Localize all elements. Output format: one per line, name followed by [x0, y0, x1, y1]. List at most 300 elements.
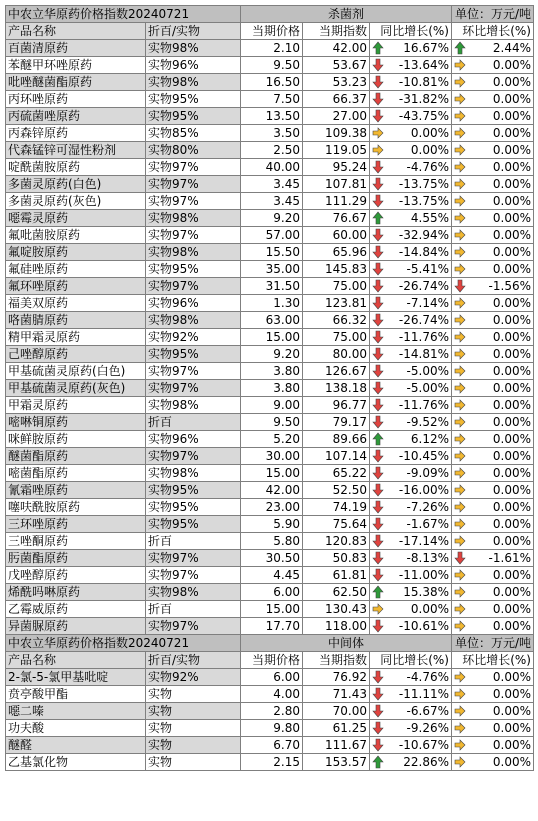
yoy-growth — [370, 278, 452, 295]
table-row — [6, 329, 534, 346]
product-name: 氟吡菌胺原药 — [6, 227, 146, 244]
yoy-growth — [370, 533, 452, 550]
mom-growth — [452, 329, 534, 346]
basis: 实物97% — [146, 176, 241, 193]
table-row — [6, 516, 534, 533]
product-name: 甲基硫菌灵原药(灰色) — [6, 380, 146, 397]
current-price: 40.00 — [241, 159, 303, 176]
arrow-right-icon — [454, 160, 466, 174]
product-name: 噻呋酰胺原药 — [6, 499, 146, 516]
mom-value: 0.00% — [492, 568, 531, 582]
current-index: 118.00 — [303, 618, 370, 635]
product-name: 嘧菌酯原药 — [6, 465, 146, 482]
basis: 实物95% — [146, 108, 241, 125]
mom-growth — [452, 737, 534, 754]
arrow-down-icon — [372, 160, 384, 174]
product-name: 咪鲜胺原药 — [6, 431, 146, 448]
yoy-value: -10.67% — [398, 738, 449, 752]
table-row — [6, 227, 534, 244]
column-header: 当期指数 — [303, 652, 370, 669]
basis: 实物80% — [146, 142, 241, 159]
current-price: 35.00 — [241, 261, 303, 278]
arrow-right-icon — [454, 466, 466, 480]
current-index: 109.38 — [303, 125, 370, 142]
current-index: 107.14 — [303, 448, 370, 465]
mom-growth — [452, 125, 534, 142]
product-name: 精甲霜灵原药 — [6, 329, 146, 346]
mom-growth — [452, 431, 534, 448]
current-price: 9.50 — [241, 414, 303, 431]
yoy-value: 0.00% — [410, 126, 449, 140]
yoy-value: -4.76% — [406, 670, 449, 684]
arrow-down-icon — [372, 177, 384, 191]
arrow-right-icon — [454, 602, 466, 616]
basis: 实物92% — [146, 329, 241, 346]
arrow-up-icon — [372, 755, 384, 769]
table-row — [6, 312, 534, 329]
mom-growth — [452, 550, 534, 567]
basis: 实物98% — [146, 465, 241, 482]
yoy-value: 0.00% — [410, 602, 449, 616]
yoy-value: -10.81% — [398, 75, 449, 89]
yoy-growth — [370, 329, 452, 346]
yoy-value: -9.52% — [406, 415, 449, 429]
current-index: 65.96 — [303, 244, 370, 261]
current-index: 80.00 — [303, 346, 370, 363]
basis: 实物97% — [146, 550, 241, 567]
arrow-down-icon — [372, 381, 384, 395]
mom-value: 0.00% — [492, 126, 531, 140]
arrow-down-icon — [372, 245, 384, 259]
arrow-right-icon — [372, 602, 384, 616]
arrow-down-icon — [372, 92, 384, 106]
current-index: 138.18 — [303, 380, 370, 397]
yoy-value: -5.00% — [406, 364, 449, 378]
basis: 实物85% — [146, 125, 241, 142]
column-header: 折百/实物 — [146, 652, 241, 669]
yoy-growth — [370, 720, 452, 737]
product-name: 肟菌酯原药 — [6, 550, 146, 567]
current-price: 5.20 — [241, 431, 303, 448]
product-name: 代森锰锌可湿性粉剂 — [6, 142, 146, 159]
arrow-right-icon — [454, 704, 466, 718]
basis: 实物 — [146, 754, 241, 771]
current-price: 9.50 — [241, 57, 303, 74]
current-index: 89.66 — [303, 431, 370, 448]
product-name: 丙环唑原药 — [6, 91, 146, 108]
yoy-value: -5.00% — [406, 381, 449, 395]
product-name: 福美双原药 — [6, 295, 146, 312]
current-price: 2.80 — [241, 703, 303, 720]
current-index: 27.00 — [303, 108, 370, 125]
basis: 实物 — [146, 686, 241, 703]
mom-growth — [452, 686, 534, 703]
yoy-growth — [370, 40, 452, 57]
arrow-right-icon — [454, 364, 466, 378]
product-name: 啶酰菌胺原药 — [6, 159, 146, 176]
table-row — [6, 57, 534, 74]
mom-growth — [452, 91, 534, 108]
table-row — [6, 176, 534, 193]
mom-growth — [452, 227, 534, 244]
mom-value: 0.00% — [492, 585, 531, 599]
yoy-value: 4.55% — [410, 211, 449, 225]
current-index: 145.83 — [303, 261, 370, 278]
yoy-growth — [370, 244, 452, 261]
mom-value: 0.00% — [492, 194, 531, 208]
arrow-right-icon — [454, 211, 466, 225]
yoy-growth — [370, 686, 452, 703]
arrow-right-icon — [454, 721, 466, 735]
product-name: 多菌灵原药(白色) — [6, 176, 146, 193]
arrow-right-icon — [454, 143, 466, 157]
column-header: 同比增长(%) — [370, 652, 452, 669]
mom-value: 0.00% — [492, 500, 531, 514]
yoy-growth — [370, 516, 452, 533]
mom-growth — [452, 210, 534, 227]
product-name: 咯菌腈原药 — [6, 312, 146, 329]
arrow-right-icon — [454, 228, 466, 242]
current-index: 66.32 — [303, 312, 370, 329]
arrow-down-icon — [372, 109, 384, 123]
mom-growth — [452, 703, 534, 720]
arrow-right-icon — [454, 432, 466, 446]
yoy-growth — [370, 754, 452, 771]
table-row — [6, 193, 534, 210]
current-price: 9.20 — [241, 346, 303, 363]
current-price: 31.50 — [241, 278, 303, 295]
yoy-value: -14.81% — [398, 347, 449, 361]
current-index: 76.92 — [303, 669, 370, 686]
basis: 实物97% — [146, 159, 241, 176]
yoy-value: -11.11% — [398, 687, 449, 701]
current-price: 3.45 — [241, 176, 303, 193]
yoy-value: -26.74% — [398, 313, 449, 327]
table-row — [6, 74, 534, 91]
mom-value: 0.00% — [492, 92, 531, 106]
yoy-growth — [370, 601, 452, 618]
yoy-growth — [370, 397, 452, 414]
arrow-right-icon — [454, 585, 466, 599]
current-index: 70.00 — [303, 703, 370, 720]
yoy-value: -9.26% — [406, 721, 449, 735]
basis: 实物97% — [146, 380, 241, 397]
product-name: 噁霉灵原药 — [6, 210, 146, 227]
mom-value: 0.00% — [492, 602, 531, 616]
product-name: 百菌清原药 — [6, 40, 146, 57]
current-index: 75.00 — [303, 329, 370, 346]
current-index: 95.24 — [303, 159, 370, 176]
yoy-growth — [370, 91, 452, 108]
yoy-value: -32.94% — [398, 228, 449, 242]
yoy-growth — [370, 346, 452, 363]
yoy-growth — [370, 584, 452, 601]
yoy-growth — [370, 448, 452, 465]
table-row — [6, 159, 534, 176]
section-category: 中间体 — [241, 635, 452, 652]
arrow-right-icon — [454, 109, 466, 123]
current-price: 30.00 — [241, 448, 303, 465]
basis: 实物95% — [146, 499, 241, 516]
current-price: 15.00 — [241, 329, 303, 346]
section-category: 杀菌剂 — [241, 6, 452, 23]
unit-label: 单位：万元/吨 — [452, 635, 534, 652]
current-price: 6.00 — [241, 669, 303, 686]
product-name: 噁二嗪 — [6, 703, 146, 720]
yoy-value: -5.41% — [406, 262, 449, 276]
product-name: 甲霜灵原药 — [6, 397, 146, 414]
mom-growth — [452, 669, 534, 686]
basis: 实物98% — [146, 40, 241, 57]
yoy-growth — [370, 567, 452, 584]
mom-value: 0.00% — [492, 347, 531, 361]
mom-value: 0.00% — [492, 177, 531, 191]
yoy-value: -17.14% — [398, 534, 449, 548]
section-title-row — [6, 635, 534, 652]
basis: 实物95% — [146, 482, 241, 499]
arrow-right-icon — [372, 126, 384, 140]
current-index: 50.83 — [303, 550, 370, 567]
current-index: 126.67 — [303, 363, 370, 380]
mom-growth — [452, 414, 534, 431]
mom-growth — [452, 397, 534, 414]
product-name: 己唑醇原药 — [6, 346, 146, 363]
mom-value: 0.00% — [492, 415, 531, 429]
yoy-growth — [370, 499, 452, 516]
current-index: 71.43 — [303, 686, 370, 703]
current-index: 61.81 — [303, 567, 370, 584]
basis: 实物97% — [146, 448, 241, 465]
product-name: 氟环唑原药 — [6, 278, 146, 295]
arrow-down-icon — [372, 517, 384, 531]
current-index: 120.83 — [303, 533, 370, 550]
current-price: 6.70 — [241, 737, 303, 754]
current-price: 13.50 — [241, 108, 303, 125]
yoy-value: -14.84% — [398, 245, 449, 259]
current-price: 17.70 — [241, 618, 303, 635]
mom-growth — [452, 261, 534, 278]
product-name: 丙硫菌唑原药 — [6, 108, 146, 125]
yoy-value: 16.67% — [403, 41, 449, 55]
mom-value: 2.44% — [492, 41, 531, 55]
arrow-right-icon — [454, 449, 466, 463]
current-index: 53.23 — [303, 74, 370, 91]
table-row — [6, 737, 534, 754]
basis: 实物95% — [146, 91, 241, 108]
basis: 实物97% — [146, 227, 241, 244]
yoy-value: -10.45% — [398, 449, 449, 463]
table-row — [6, 618, 534, 635]
column-header-row — [6, 652, 534, 669]
arrow-right-icon — [454, 347, 466, 361]
product-name: 2-氯-5-氯甲基吡啶 — [6, 669, 146, 686]
current-index: 75.00 — [303, 278, 370, 295]
arrow-down-icon — [372, 296, 384, 310]
mom-growth — [452, 176, 534, 193]
table-row — [6, 397, 534, 414]
current-price: 16.50 — [241, 74, 303, 91]
current-index: 111.67 — [303, 737, 370, 754]
yoy-value: -4.76% — [406, 160, 449, 174]
arrow-down-icon — [372, 670, 384, 684]
arrow-right-icon — [454, 330, 466, 344]
product-name: 多菌灵原药(灰色) — [6, 193, 146, 210]
yoy-growth — [370, 482, 452, 499]
yoy-growth — [370, 125, 452, 142]
arrow-right-icon — [454, 194, 466, 208]
arrow-down-icon — [454, 551, 466, 565]
mom-growth — [452, 448, 534, 465]
current-price: 5.90 — [241, 516, 303, 533]
arrow-right-icon — [454, 415, 466, 429]
arrow-down-icon — [372, 75, 384, 89]
mom-value: 0.00% — [492, 466, 531, 480]
yoy-value: -9.09% — [406, 466, 449, 480]
arrow-down-icon — [372, 534, 384, 548]
basis: 折百 — [146, 414, 241, 431]
yoy-value: -6.67% — [406, 704, 449, 718]
current-index: 65.22 — [303, 465, 370, 482]
arrow-right-icon — [454, 398, 466, 412]
current-price: 15.50 — [241, 244, 303, 261]
yoy-value: -7.14% — [406, 296, 449, 310]
yoy-value: -1.67% — [406, 517, 449, 531]
table-row — [6, 91, 534, 108]
mom-value: 0.00% — [492, 687, 531, 701]
mom-value: 0.00% — [492, 534, 531, 548]
current-price: 57.00 — [241, 227, 303, 244]
current-index: 107.81 — [303, 176, 370, 193]
product-name: 三唑酮原药 — [6, 533, 146, 550]
table-row — [6, 567, 534, 584]
current-price: 2.50 — [241, 142, 303, 159]
arrow-right-icon — [454, 670, 466, 684]
column-header: 同比增长(%) — [370, 23, 452, 40]
table-row — [6, 465, 534, 482]
section-title-row — [6, 6, 534, 23]
current-index: 76.67 — [303, 210, 370, 227]
arrow-up-icon — [372, 41, 384, 55]
basis: 实物96% — [146, 57, 241, 74]
arrow-right-icon — [454, 500, 466, 514]
arrow-down-icon — [372, 568, 384, 582]
product-name: 贲亭酸甲酯 — [6, 686, 146, 703]
current-index: 52.50 — [303, 482, 370, 499]
mom-growth — [452, 720, 534, 737]
yoy-growth — [370, 363, 452, 380]
table-row — [6, 703, 534, 720]
column-header-row — [6, 23, 534, 40]
table-row — [6, 414, 534, 431]
yoy-growth — [370, 227, 452, 244]
current-index: 153.57 — [303, 754, 370, 771]
current-index: 123.81 — [303, 295, 370, 312]
yoy-value: -43.75% — [398, 109, 449, 123]
mom-value: 0.00% — [492, 143, 531, 157]
table-row — [6, 363, 534, 380]
current-price: 9.20 — [241, 210, 303, 227]
column-header: 环比增长(%) — [452, 23, 534, 40]
basis: 折百 — [146, 601, 241, 618]
arrow-right-icon — [454, 381, 466, 395]
current-price: 2.15 — [241, 754, 303, 771]
arrow-right-icon — [454, 534, 466, 548]
yoy-growth — [370, 261, 452, 278]
mom-value: 0.00% — [492, 517, 531, 531]
mom-value: 0.00% — [492, 432, 531, 446]
product-name: 苯醚甲环唑原药 — [6, 57, 146, 74]
arrow-down-icon — [454, 279, 466, 293]
yoy-growth — [370, 414, 452, 431]
table-row — [6, 108, 534, 125]
mom-growth — [452, 482, 534, 499]
mom-growth — [452, 618, 534, 635]
yoy-growth — [370, 295, 452, 312]
column-header: 产品名称 — [6, 652, 146, 669]
column-header: 折百/实物 — [146, 23, 241, 40]
product-name: 氰霜唑原药 — [6, 482, 146, 499]
arrow-down-icon — [372, 619, 384, 633]
basis: 实物98% — [146, 397, 241, 414]
current-price: 23.00 — [241, 499, 303, 516]
basis: 实物97% — [146, 193, 241, 210]
arrow-right-icon — [454, 568, 466, 582]
yoy-growth — [370, 193, 452, 210]
unit-label: 单位：万元/吨 — [452, 6, 534, 23]
column-header: 当期指数 — [303, 23, 370, 40]
arrow-right-icon — [454, 687, 466, 701]
basis: 实物95% — [146, 346, 241, 363]
arrow-right-icon — [454, 296, 466, 310]
current-price: 30.50 — [241, 550, 303, 567]
arrow-down-icon — [372, 721, 384, 735]
yoy-growth — [370, 176, 452, 193]
current-price: 3.50 — [241, 125, 303, 142]
mom-growth — [452, 380, 534, 397]
mom-value: 0.00% — [492, 245, 531, 259]
arrow-up-icon — [372, 585, 384, 599]
table-row — [6, 278, 534, 295]
mom-growth — [452, 295, 534, 312]
mom-value: 0.00% — [492, 670, 531, 684]
arrow-right-icon — [454, 126, 466, 140]
column-header: 当期价格 — [241, 652, 303, 669]
table-row — [6, 482, 534, 499]
product-name: 三环唑原药 — [6, 516, 146, 533]
yoy-value: 6.12% — [410, 432, 449, 446]
arrow-right-icon — [454, 619, 466, 633]
arrow-down-icon — [372, 449, 384, 463]
yoy-value: -8.13% — [406, 551, 449, 565]
mom-growth — [452, 465, 534, 482]
arrow-down-icon — [372, 466, 384, 480]
current-price: 5.80 — [241, 533, 303, 550]
current-index: 111.29 — [303, 193, 370, 210]
product-name: 戊唑醇原药 — [6, 567, 146, 584]
table-row — [6, 142, 534, 159]
current-index: 119.05 — [303, 142, 370, 159]
mom-value: 0.00% — [492, 58, 531, 72]
mom-value: 0.00% — [492, 75, 531, 89]
yoy-growth — [370, 703, 452, 720]
table-row — [6, 210, 534, 227]
arrow-up-icon — [454, 41, 466, 55]
basis: 实物98% — [146, 312, 241, 329]
mom-growth — [452, 142, 534, 159]
mom-growth — [452, 584, 534, 601]
yoy-growth — [370, 57, 452, 74]
arrow-down-icon — [372, 398, 384, 412]
